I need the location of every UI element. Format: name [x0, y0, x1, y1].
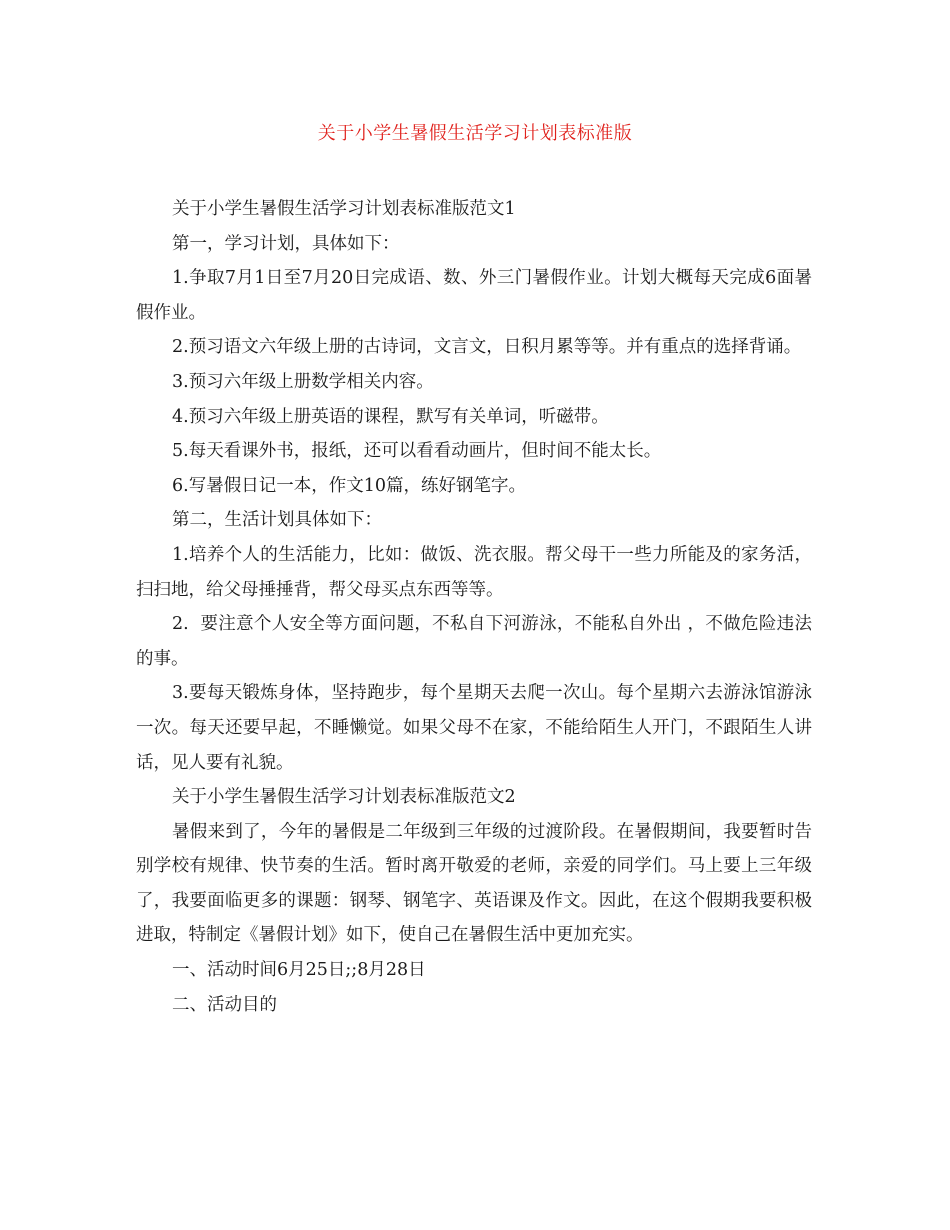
paragraph: 第一，学习计划，具体如下： — [172, 233, 400, 254]
paragraph: 二、活动目的 — [172, 994, 277, 1015]
paragraph: 3.要每天锻炼身体，坚持跑步，每个星期天去爬一次山。每个星期六去游泳馆游泳一次。每天还要早起，不睡懒觉。如果父母不在家，不能给陌生人开门，不跟陌生人讲话，见人要有礼貌。 — [136, 683, 812, 773]
paragraph: 2. 要注意个人安全等方面问题，不私自下河游泳，不能私自外出 ，不做危险违法的事。 — [136, 614, 812, 669]
paragraph: 1.争取7月1日至7月20日完成语、数、外三门暑假作业。计划大概每天完成6面暑假作业。 — [136, 268, 812, 323]
paragraph: 2.预习语文六年级上册的古诗词，文言文，日积月累等等。并有重点的选择背诵。 — [172, 337, 802, 358]
document-body — [136, 192, 812, 1022]
paragraph: 第二，生活计划具体如下： — [172, 510, 382, 531]
document-title: 关于小学生暑假生活学习计划表标准版 — [317, 123, 633, 144]
paragraph: 一、活动时间6月25日;;8月28日 — [172, 960, 426, 981]
paragraph: 关于小学生暑假生活学习计划表标准版范文2 — [172, 787, 516, 808]
paragraph: 5.每天看课外书，报纸，还可以看看动画片，但时间不能太长。 — [172, 441, 662, 462]
paragraph: 3.预习六年级上册数学相关内容。 — [172, 371, 434, 392]
paragraph: 1.培养个人的生活能力，比如：做饭、洗衣服。帮父母干一些力所能及的家务活，扫扫地，给父母捶捶背，帮父母买点东西等等。 — [136, 544, 812, 600]
paragraph: 暑假来到了，今年的暑假是二年级到三年级的过渡阶段。在暑假期间，我要暂时告别学校有规律、快节奏的生活。暂时离开敬爱的老师，亲爱的同学们。马上要上三年级了，我要面临更多的课题：钢琴、钢笔字、英语课及作文。因此，在这个假期我要积极进取，特制定《暑假计划》如下，使自己在暑假生活中更加充实。 — [136, 821, 812, 946]
paragraph: 4.预习六年级上册英语的课程，默写有关单词，听磁带。 — [172, 406, 609, 427]
paragraph: 关于小学生暑假生活学习计划表标准版范文1 — [172, 199, 516, 219]
paragraph: 6.写暑假日记一本，作文10篇，练好钢笔字。 — [172, 475, 526, 496]
